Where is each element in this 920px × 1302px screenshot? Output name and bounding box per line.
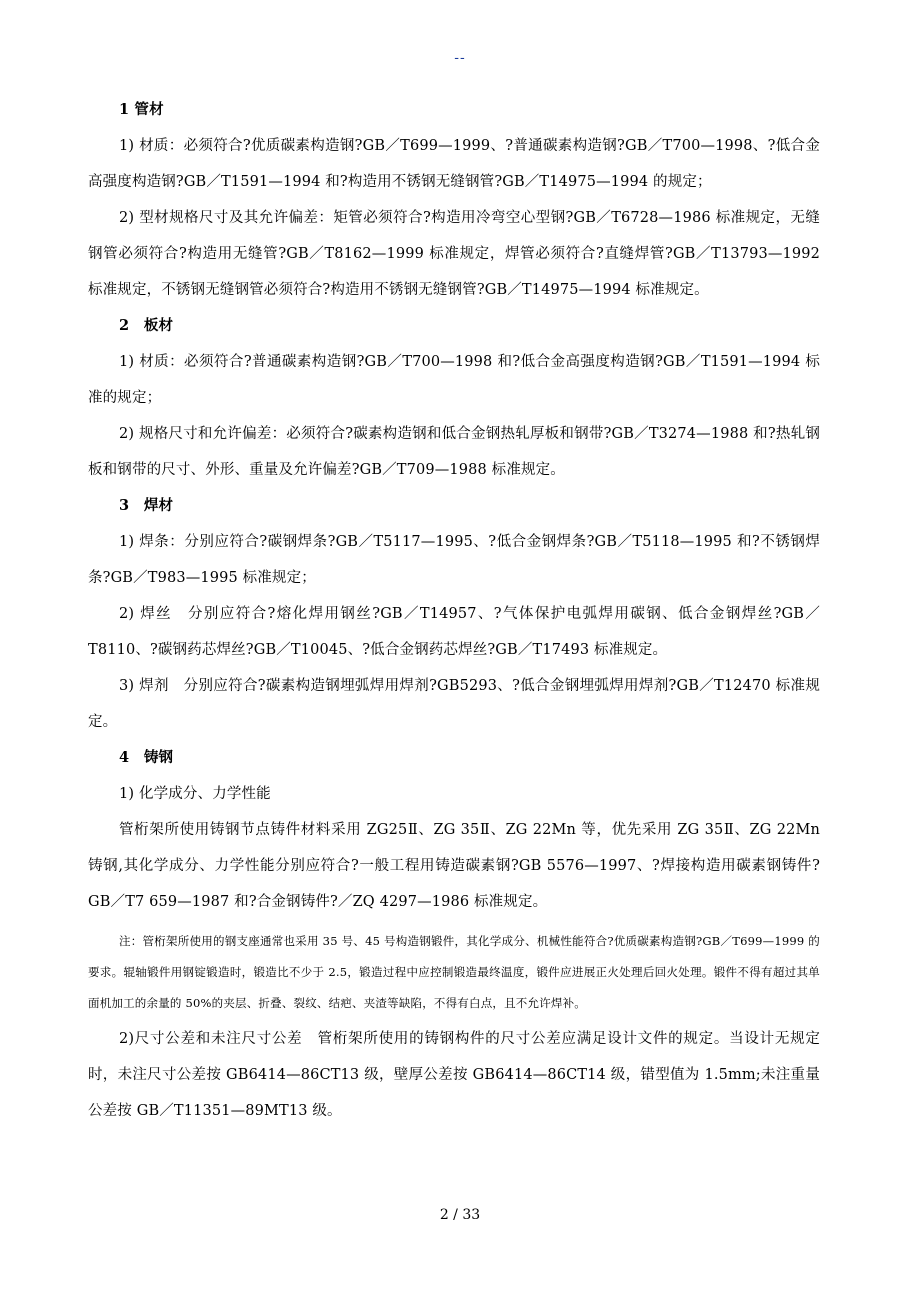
section-4-para-2: 管桁架所使用铸钢节点铸件材料采用 ZG25Ⅱ、ZG 35Ⅱ、ZG 22Mn 等，优先采用 ZG 35Ⅱ、ZG 22Mn 铸钢,其化学成分、力学性能分别应符合?一般工程用铸造碳素钢?GB 5576—1997、?焊接构造用碳素钢铸件?GB／T7 659—1987 和?合金钢铸件?／ZQ 4297—1986 标准规定。 [88,822,820,910]
section-1-para-1: 1) 材质：必须符合?优质碳素构造钢?GB／T699—1999、?普通碳素构造钢?GB／T700—1998、?低合金高强度构造钢?GB／T1591—1994 和?构造用不锈钢无缝钢管?GB／T14975—1994 的规定； [88,138,820,190]
section-3-para-1: 1) 焊条：分别应符合?碳钢焊条?GB／T5117—1995、?低合金钢焊条?GB／T5118—1995 和?不锈钢焊条?GB／T983—1995 标准规定； [88,534,820,586]
section-3-para-2: 2) 焊丝 分别应符合?熔化焊用钢丝?GB／T14957、?气体保护电弧焊用碳钢、低合金钢焊丝?GB／T8110、?碳钢药芯焊丝?GB／T10045、?低合金钢药芯焊丝?GB／T17493 标准规定。 [88,606,820,658]
page-number: 2 / 33 [439,1207,481,1223]
section-2-title: 2 板材 [119,317,174,334]
section-1-title: 1 管材 [119,101,164,118]
section-1-para-2: 2) 型材规格尺寸及其允许偏差：矩管必须符合?构造用冷弯空心型钢?GB／T6728—1986 标准规定，无缝钢管必须符合?构造用无缝管?GB／T8162—1999 标准规定，焊管必须符合?直缝焊管?GB／T13793—1992 标准规定，不锈钢无缝钢管必须符合?构造用不锈钢无缝钢管?GB／T14975—1994 标准规定。 [88,210,820,298]
section-4-para-3: 2)尺寸公差和未注尺寸公差 管桁架所使用的铸钢构件的尺寸公差应满足设计文件的规定。当设计无规定时，未注尺寸公差按 GB6414—86CT13 级，壁厚公差按 GB6414—86CT14 级，错型值为 1.5mm;未注重量公差按 GB／T11351—89MT13 级。 [88,1031,820,1119]
section-3-title: 3 焊材 [119,497,174,514]
section-4-note: 注：管桁架所使用的钢支座通常也采用 35 号、45 号构造钢锻件，其化学成分、机械性能符合?优质碳素构造钢?GB／T699—1999 的要求。辊轴锻件用钢锭锻造时，锻造比不少于 2.5，锻造过程中应控制锻造最终温度，锻件应进展正火处理后回火处理。锻件不得有超过其单面机加工的余量的 50%的夹层、折叠、裂纹、结疤、夹渣等缺陷，不得有白点，且不允许焊补。 [88,934,820,1010]
section-3-para-3: 3) 焊剂 分别应符合?碳素构造钢埋弧焊用焊剂?GB5293、?低合金钢埋弧焊用焊剂?GB／T12470 标准规定。 [88,678,820,730]
header-mark: -- [454,50,466,66]
section-2-para-2: 2) 规格尺寸和允许偏差：必须符合?碳素构造钢和低合金钢热轧厚板和钢带?GB／T3274—1988 和?热轧钢板和钢带的尺寸、外形、重量及允许偏差?GB／T709—1988 标准规定。 [88,426,820,478]
section-2-para-1: 1) 材质：必须符合?普通碳素构造钢?GB／T700—1998 和?低合金高强度构造钢?GB／T1591—1994 标准的规定； [88,354,820,406]
section-4-para-1: 1) 化学成分、力学性能 [119,786,271,802]
section-4-title: 4 铸钢 [119,749,174,766]
document-body [88,92,820,1129]
